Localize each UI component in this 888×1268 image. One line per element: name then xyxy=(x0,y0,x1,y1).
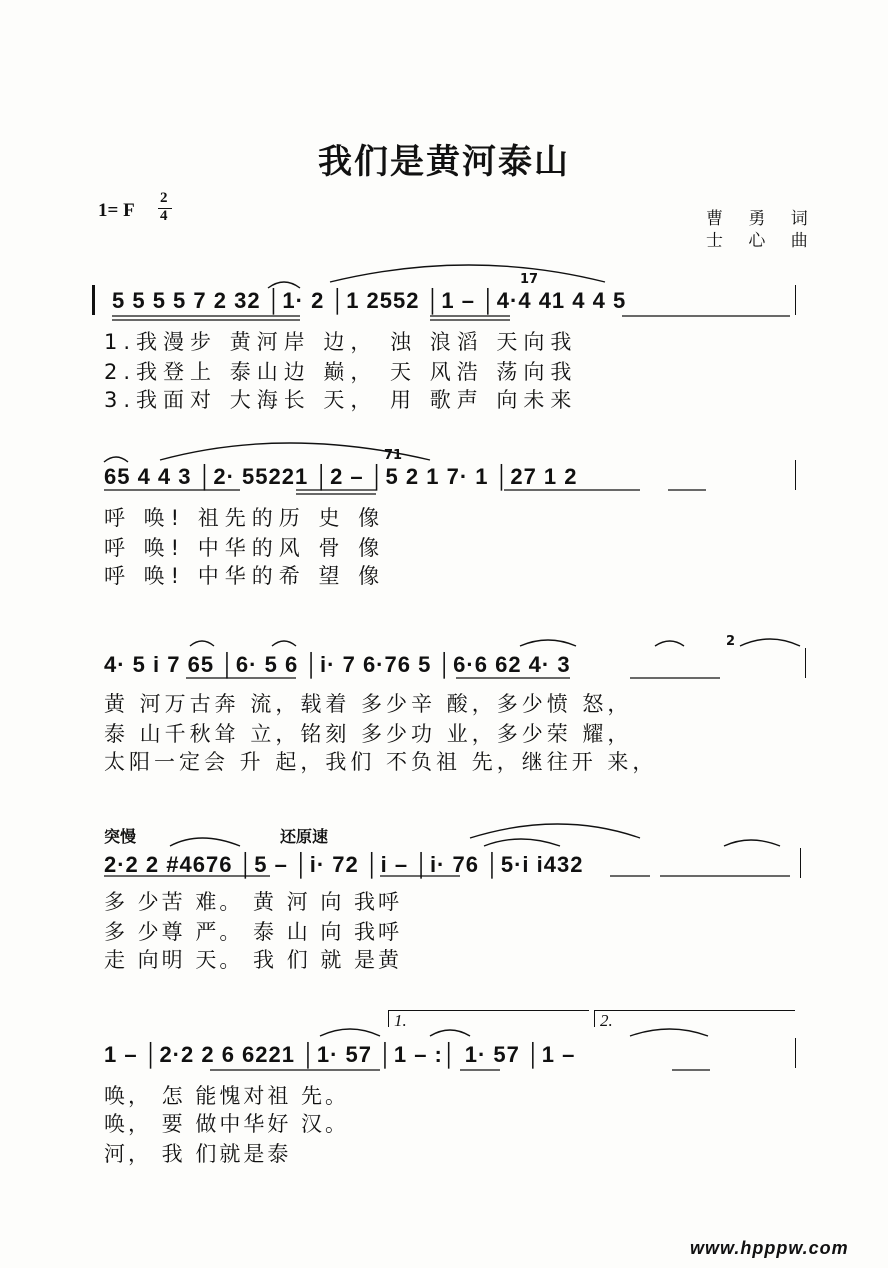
system-4-notes: 2·2 2 #4676 │5 – │i· 72 │i – │i· 76 │5·i i432 xyxy=(104,852,584,877)
grace-note-2: 71 xyxy=(384,448,403,463)
system-4-lyrics-verse-3: 走 向明 天。 我 们 就 是黄 xyxy=(104,948,403,972)
system-5-lyrics-verse-2: 唤， 要 做中华好 汉。 xyxy=(104,1112,350,1136)
system-3-lyrics-verse-1: 黄 河万古奔 流，载着 多少辛 酸，多少愤 怒， xyxy=(104,692,633,716)
system-1-lyrics-verse-2: 2.我登上 泰山边 巅， 天 风浩 荡向我 xyxy=(104,360,578,384)
volta-label-1: 1. xyxy=(394,1011,407,1030)
time-signature-bottom: 4 xyxy=(160,208,168,224)
system-1-lyrics-verse-1: 1.我漫步 黄河岸 边， 浊 浪滔 天向我 xyxy=(104,330,578,354)
system-1-notes: 5 5 5 5 7 2 32 │1· 2 │1 2552 │1 – │4·4 41 4 4 5 xyxy=(112,288,627,313)
tempo-mark-sudden-slow: 突慢 xyxy=(104,827,137,846)
system-2-lyrics-verse-2: 呼 唤! 中华的风 骨 像 xyxy=(104,536,386,560)
grace-note-3: 2 xyxy=(726,634,736,649)
site-watermark: www.hpppw.com xyxy=(690,1238,849,1258)
volta-label-2: 2. xyxy=(600,1011,613,1030)
system-3-lyrics-verse-2: 泰 山千秋耸 立，铭刻 多少功 业，多少荣 耀， xyxy=(104,722,633,746)
system-5-notes: 1 – │2·2 2 6 6221 │1· 57 │1 – :│ 1· 57 │1 – xyxy=(104,1042,576,1067)
time-signature-top: 2 xyxy=(160,190,168,206)
system-5-lyrics-verse-1: 唤， 怎 能愧对祖 先。 xyxy=(104,1084,350,1108)
system-2-lyrics-verse-1: 呼 唤! 祖先的历 史 像 xyxy=(104,506,386,530)
key-signature: 1= F xyxy=(98,200,135,221)
system-4-lyrics-verse-2: 多 少尊 严。 泰 山 向 我呼 xyxy=(104,920,403,944)
system-4-lyrics-verse-1: 多 少苦 难。 黄 河 向 我呼 xyxy=(104,890,403,914)
lyricist-credit: 曹 勇 词 xyxy=(706,209,818,229)
system-1-lyrics-verse-3: 3.我面对 大海长 天， 用 歌声 向未来 xyxy=(104,388,578,412)
system-3-notes: 4· 5 i 7 65 │6· 5 6 │i· 7 6·76 5 │6·6 62 4· 3 xyxy=(104,652,571,677)
system-5-lyrics-verse-3: 河， 我 们就是泰 xyxy=(104,1142,292,1166)
composer-credit: 士 心 曲 xyxy=(706,231,818,251)
grace-note-1: 17 xyxy=(520,272,539,287)
system-2-lyrics-verse-3: 呼 唤! 中华的希 望 像 xyxy=(104,564,386,588)
system-3-lyrics-verse-3: 太阳一定会 升 起，我们 不负祖 先，继往开 来， xyxy=(104,750,658,774)
tempo-mark-resume: 还原速 xyxy=(280,827,329,846)
system-2-notes: 65 4 4 3 │2· 55221 │2 – │5 2 1 7· 1 │27 1 2 xyxy=(104,464,578,489)
song-title: 我们是黄河泰山 xyxy=(318,142,570,182)
